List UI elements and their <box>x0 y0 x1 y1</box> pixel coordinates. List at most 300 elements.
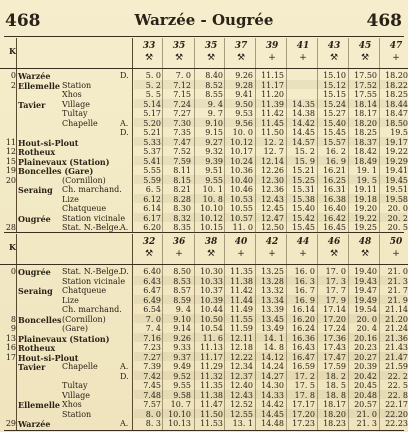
station-name: Ougrée <box>18 213 51 224</box>
time-cell: 12.52 <box>230 400 253 409</box>
time-cell: 20. 0 <box>387 204 408 213</box>
station-name: Tavier <box>18 362 46 372</box>
time-cell: 13.39 <box>261 305 284 314</box>
train-symbol: ⚒ <box>329 249 339 259</box>
time-cell: 10.10 <box>168 409 191 419</box>
station-name: Rotheux <box>18 147 56 157</box>
time-cell: 5.59 <box>143 175 161 185</box>
time-cell: 9.10 <box>173 314 191 324</box>
section-rule <box>4 232 404 233</box>
time-cell: 10.24 <box>230 156 253 166</box>
time-cell: 21. 3 <box>387 276 408 286</box>
time-cell: 5.41 <box>143 156 161 166</box>
time-cell: 18.25 <box>385 90 408 99</box>
time-cell: 11.17 <box>200 352 223 362</box>
time-cell: 19.22 <box>385 147 408 156</box>
time-cell: 11. 6 <box>202 333 223 343</box>
time-cell: 8.32 <box>173 213 191 223</box>
train-number: 47 <box>389 41 403 51</box>
time-cell: 14. 8 <box>263 343 284 352</box>
time-cell: 21. 7 <box>387 286 408 295</box>
station-subname: Station <box>62 409 92 419</box>
time-cell: 11. 0 <box>232 223 253 232</box>
time-cell: 9. 4 <box>207 99 223 109</box>
time-cell: 11.47 <box>200 400 223 409</box>
time-cell: 9.55 <box>205 175 223 185</box>
time-cell: 20.45 <box>354 381 377 390</box>
station-subname: (Cornillon) <box>62 175 106 185</box>
time-cell: 19.18 <box>354 194 377 204</box>
time-cell: 10. 8 <box>202 194 223 204</box>
time-cell: 9.39 <box>205 156 223 166</box>
time-cell: 11.29 <box>200 362 223 371</box>
time-cell: 11.38 <box>230 276 253 286</box>
time-cell: 12.43 <box>230 390 253 400</box>
train-number: 35 <box>172 41 186 51</box>
time-cell: 16.14 <box>292 305 315 314</box>
train-symbol: + <box>237 249 245 259</box>
row-km: 15 <box>5 156 16 166</box>
arr-dep-marker: D. <box>120 71 129 80</box>
train-number: 37 <box>234 41 248 51</box>
time-cell: 10. 1 <box>202 185 223 194</box>
time-cell: 15.15 <box>323 90 346 99</box>
time-cell: 11.49 <box>230 305 253 314</box>
time-cell: 15.27 <box>323 109 346 118</box>
time-cell: 18.25 <box>354 128 377 137</box>
station-subname: (Gare) <box>62 324 88 333</box>
time-cell: 10.53 <box>230 194 253 204</box>
train-symbol: ⚒ <box>360 53 370 63</box>
time-cell: 16.40 <box>323 204 346 213</box>
time-cell: 7.42 <box>143 371 161 381</box>
time-cell: 7.16 <box>143 333 161 343</box>
station-name: Plainevaux (Station) <box>18 333 110 344</box>
train-number: 50 <box>389 237 403 247</box>
time-cell: 14.12 <box>261 352 284 362</box>
time-cell: 11.50 <box>261 128 284 137</box>
train-number: 36 <box>172 237 186 247</box>
time-cell: 12.45 <box>261 204 284 213</box>
time-cell: 20.42 <box>354 371 377 381</box>
time-cell: 7. 0 <box>175 71 191 80</box>
station-subname: Stat. N.-Belge. <box>62 223 122 232</box>
train-symbol: ⚒ <box>206 249 216 259</box>
time-cell: 11.32 <box>200 371 223 381</box>
time-cell: 5.14 <box>143 99 161 109</box>
time-cell: 17.24 <box>323 324 346 333</box>
time-cell: 19.58 <box>385 194 408 204</box>
train-header-rule <box>0 68 408 69</box>
time-cell: 9.49 <box>173 362 191 371</box>
time-cell: 19.43 <box>354 276 377 286</box>
time-cell: 12.34 <box>230 362 253 371</box>
time-cell: 17. 7 <box>325 286 346 295</box>
time-cell: 21.59 <box>385 362 408 371</box>
train-number: 46 <box>327 237 341 247</box>
time-cell: 11.53 <box>200 419 223 428</box>
station-subname: Station vicinale <box>62 276 126 286</box>
time-cell: 5.17 <box>143 109 161 118</box>
time-cell: 12. 7 <box>263 147 284 156</box>
time-cell: 13.28 <box>261 276 284 286</box>
train-symbol: ⚒ <box>329 53 339 63</box>
page-title: Warzée - Ougrée <box>134 11 274 29</box>
train-symbol: + <box>299 53 307 63</box>
train-symbol: ⚒ <box>144 249 154 259</box>
time-cell: 11.55 <box>230 314 253 324</box>
time-cell: 16. 9 <box>294 295 315 305</box>
time-cell: 8.59 <box>173 295 191 305</box>
time-cell: 15. 9 <box>294 156 315 166</box>
time-cell: 8. 0 <box>145 409 161 419</box>
time-cell: 9.14 <box>173 324 191 333</box>
time-cell: 6.12 <box>143 194 161 204</box>
time-cell: 16. 2 <box>325 147 346 156</box>
time-cell: 21. 9 <box>387 295 408 305</box>
time-cell: 17.20 <box>292 409 315 419</box>
time-cell: 10.46 <box>230 185 253 194</box>
time-cell: 16. 7 <box>294 286 315 295</box>
time-cell: 22.23 <box>385 419 408 428</box>
time-cell: 6.17 <box>143 213 161 223</box>
time-cell: 20. 5 <box>387 223 408 232</box>
row-km: 11 <box>5 137 16 147</box>
time-cell: 18.22 <box>385 80 408 90</box>
station-subname: Village <box>62 390 90 400</box>
station-name: Hout-si-Plout <box>18 352 79 363</box>
time-cell: 9.41 <box>235 90 253 99</box>
time-cell: 9.27 <box>205 137 223 147</box>
time-cell: 9.10 <box>205 118 223 128</box>
time-cell: 13. 1 <box>232 419 253 428</box>
arr-dep-marker: A. <box>120 223 129 232</box>
station-subname: Chatqueue <box>62 204 107 213</box>
time-cell: 14.38 <box>292 109 315 118</box>
station-subname: Station vicinale <box>62 213 126 223</box>
station-subname: Village <box>62 99 90 109</box>
time-cell: 14.45 <box>261 409 284 419</box>
station-subname: Chapelle <box>62 362 98 371</box>
station-name: Seraing <box>18 185 53 195</box>
station-subname: Lize <box>62 194 79 204</box>
station-name: Boncelles <box>18 314 62 325</box>
time-cell: 19.11 <box>354 185 377 194</box>
time-cell: 16.43 <box>292 343 315 352</box>
time-cell: 21. 0 <box>356 409 377 419</box>
time-cell: 20. 2 <box>387 213 408 223</box>
time-cell: 16.20 <box>292 314 315 324</box>
time-cell: 19.41 <box>385 166 408 175</box>
time-cell: 10.30 <box>200 267 223 276</box>
time-cell: 10.15 <box>200 223 223 232</box>
train-number: 32 <box>142 237 156 247</box>
time-cell: 7.24 <box>173 99 191 109</box>
time-cell: 15.25 <box>292 175 315 185</box>
station-name: Warzée <box>18 419 51 429</box>
time-cell: 15.31 <box>292 185 315 194</box>
time-cell: 14.57 <box>292 137 315 147</box>
train-symbol: ⚒ <box>360 249 370 259</box>
time-cell: 18.17 <box>354 109 377 118</box>
train-symbol: + <box>175 249 183 259</box>
train-number: 38 <box>204 237 218 247</box>
train-number: 45 <box>358 41 372 51</box>
train-symbol: + <box>299 249 307 259</box>
time-cell: 15.40 <box>292 204 315 213</box>
time-cell: 5. 5 <box>145 90 161 99</box>
time-cell: 6. 5 <box>145 185 161 194</box>
time-cell: 19. 5 <box>356 175 377 185</box>
row-km: 16 <box>5 343 16 352</box>
time-cell: 18. 8 <box>325 390 346 400</box>
time-cell: 20. 4 <box>356 324 377 333</box>
time-cell: 16. 3 <box>294 276 315 286</box>
time-cell: 12.22 <box>230 352 253 362</box>
time-cell: 10.44 <box>200 305 223 314</box>
time-cell: 8.30 <box>173 204 191 213</box>
time-cell: 14.42 <box>261 400 284 409</box>
time-cell: 19.54 <box>354 305 377 314</box>
time-cell: 8.52 <box>205 80 223 90</box>
time-cell: 21.14 <box>385 305 408 314</box>
time-cell: 12.11 <box>230 333 253 343</box>
time-cell: 17. 3 <box>325 276 346 286</box>
time-cell: 7.39 <box>143 362 161 371</box>
time-cell: 16.21 <box>323 166 346 175</box>
train-number: 42 <box>265 237 279 247</box>
time-cell: 12.40 <box>230 381 253 390</box>
time-cell: 8.50 <box>173 267 191 276</box>
train-number: 39 <box>265 41 279 51</box>
time-cell: 13.25 <box>261 267 284 276</box>
time-cell: 19. 1 <box>356 166 377 175</box>
train-number: 48 <box>358 237 372 247</box>
time-cell: 8.40 <box>205 71 223 80</box>
time-cell: 17. 8 <box>294 390 315 400</box>
time-cell: 18.42 <box>354 147 377 156</box>
time-cell: 17.17 <box>292 400 315 409</box>
station-subname: (Cornillon) <box>62 314 106 324</box>
time-cell: 9.56 <box>235 118 253 128</box>
time-cell: 12.14 <box>261 156 284 166</box>
k-column-label: K <box>9 46 16 56</box>
time-cell: 7.15 <box>173 90 191 99</box>
time-cell: 12.47 <box>261 213 284 223</box>
arr-dep-marker: A. <box>120 118 129 128</box>
station-subname: Lize <box>62 295 79 305</box>
time-cell: 19.22 <box>354 213 377 223</box>
arr-dep-marker: A. <box>120 419 129 428</box>
station-subname: Tultay <box>62 381 88 390</box>
time-cell: 11.15 <box>261 71 284 80</box>
time-cell: 7.27 <box>173 109 191 118</box>
station-name: Boncelles (Gare) <box>18 166 94 176</box>
time-cell: 8. 3 <box>145 419 161 428</box>
train-symbol: + <box>392 53 400 63</box>
time-cell: 5. 0 <box>145 71 161 80</box>
time-cell: 6.20 <box>143 223 161 232</box>
time-cell: 9.53 <box>235 109 253 118</box>
time-cell: 18.44 <box>385 99 408 109</box>
time-cell: 20.57 <box>354 400 377 409</box>
time-cell: 16.24 <box>292 324 315 333</box>
time-cell: 6.49 <box>143 295 161 305</box>
row-km: 17 <box>5 352 16 362</box>
time-cell: 14.45 <box>292 128 315 137</box>
time-cell: 22. 5 <box>387 381 408 390</box>
train-number: 33 <box>142 41 156 51</box>
time-cell: 7. 0 <box>145 314 161 324</box>
time-cell: 8.35 <box>173 223 191 232</box>
time-cell: 10.10 <box>200 204 223 213</box>
time-cell: 14.30 <box>261 381 284 390</box>
time-cell: 21.20 <box>385 314 408 324</box>
time-cell: 18. 2 <box>325 371 346 381</box>
time-cell: 7.12 <box>173 80 191 90</box>
time-cell: 15.45 <box>292 223 315 232</box>
train-symbol: + <box>268 53 276 63</box>
time-cell: 18.20 <box>323 409 346 419</box>
time-cell: 10. 0 <box>232 128 253 137</box>
time-cell: 19.51 <box>385 185 408 194</box>
time-cell: 9.50 <box>235 99 253 109</box>
time-cell: 19.47 <box>354 286 377 295</box>
time-cell: 20.23 <box>354 343 377 352</box>
time-cell: 10.37 <box>200 286 223 295</box>
time-cell: 16.47 <box>292 352 315 362</box>
station-subname: Chatqueue <box>62 286 107 295</box>
header-rule <box>4 36 404 37</box>
station-name: Seraing <box>18 286 53 296</box>
time-cell: 8.53 <box>173 276 191 286</box>
time-cell: 19.5 <box>390 128 408 137</box>
time-cell: 6.43 <box>143 276 161 286</box>
time-cell: 11.35 <box>200 381 223 390</box>
time-cell: 21.36 <box>385 333 408 343</box>
train-symbol: ⚒ <box>174 53 184 63</box>
time-cell: 6.47 <box>143 286 161 295</box>
time-cell: 17.43 <box>323 343 346 352</box>
time-cell: 18.20 <box>354 118 377 128</box>
time-cell: 5.20 <box>143 118 161 128</box>
station-subname: Xhos <box>62 400 82 409</box>
time-cell: 17.14 <box>323 305 346 314</box>
time-cell: 11.17 <box>261 80 284 90</box>
time-cell: 9.32 <box>205 147 223 156</box>
train-header-rule <box>0 264 408 265</box>
row-km: 12 <box>5 147 16 156</box>
time-cell: 11.38 <box>200 390 223 400</box>
train-number: 44 <box>296 237 310 247</box>
time-cell: 19.25 <box>354 223 377 232</box>
time-cell: 17.50 <box>354 71 377 80</box>
time-cell: 10.40 <box>230 175 253 185</box>
time-cell: 13.32 <box>261 286 284 295</box>
time-cell: 9.51 <box>205 166 223 175</box>
time-cell: 10.36 <box>230 166 253 175</box>
time-cell: 11.20 <box>261 90 284 99</box>
time-cell: 16. 9 <box>325 156 346 166</box>
table-outbound <box>0 38 408 232</box>
time-cell: 12.18 <box>230 343 253 352</box>
station-subname: Stat. N.-Belge. <box>62 267 122 276</box>
row-km: 19 <box>5 166 16 175</box>
time-cell: 8.21 <box>173 185 191 194</box>
time-cell: 15.38 <box>292 194 315 204</box>
time-cell: 15.40 <box>323 118 346 128</box>
train-symbol: ⚒ <box>236 53 246 63</box>
time-cell: 10.55 <box>230 204 253 213</box>
time-cell: 7.52 <box>173 147 191 156</box>
row-km: 28 <box>5 223 16 232</box>
time-cell: 9.52 <box>173 371 191 381</box>
bottom-rule <box>4 430 404 431</box>
row-km: 0 <box>10 267 16 276</box>
time-cell: 9.37 <box>173 352 191 362</box>
station-subname: Xhos <box>62 90 82 99</box>
time-cell: 17. 2 <box>294 371 315 381</box>
station-name: Ellemelle <box>18 400 60 410</box>
time-cell: 17.23 <box>292 419 315 428</box>
time-cell: 21.43 <box>385 343 408 352</box>
row-km: 8 <box>10 314 16 324</box>
time-cell: 11.44 <box>230 295 253 305</box>
time-cell: 16.38 <box>323 194 346 204</box>
time-cell: 18.23 <box>323 419 346 428</box>
time-cell: 11.35 <box>230 267 253 276</box>
time-cell: 12.55 <box>230 409 253 419</box>
time-cell: 9. 4 <box>175 305 191 314</box>
time-cell: 17.20 <box>323 314 346 324</box>
row-km: 29 <box>5 419 16 428</box>
time-cell: 5. 2 <box>145 80 161 90</box>
time-cell: 18.47 <box>385 109 408 118</box>
arr-dep-marker: D. <box>120 128 129 137</box>
time-cell: 15.24 <box>323 99 346 109</box>
time-cell: 15.57 <box>323 137 346 147</box>
time-cell: 12.26 <box>261 166 284 175</box>
time-cell: 16.36 <box>292 333 315 343</box>
time-cell: 16.45 <box>323 223 346 232</box>
time-cell: 19.49 <box>354 295 377 305</box>
time-cell: 8.28 <box>173 194 191 204</box>
time-cell: 18.50 <box>385 118 408 128</box>
station-name: Hout-si-Plout <box>18 137 79 148</box>
time-cell: 8.55 <box>205 90 223 99</box>
time-cell: 7.47 <box>173 137 191 147</box>
time-cell: 9.26 <box>173 333 191 343</box>
station-name: Rotheux <box>18 343 56 353</box>
time-cell: 17. 9 <box>325 295 346 305</box>
time-cell: 17.55 <box>354 90 377 99</box>
time-cell: 12. 2 <box>263 137 284 147</box>
time-cell: 17.47 <box>323 352 346 362</box>
time-cell: 22.20 <box>385 409 408 419</box>
station-name: Ellemelle <box>18 80 60 91</box>
time-cell: 15. 2 <box>294 147 315 156</box>
page-number-left: 468 <box>5 11 41 31</box>
time-cell: 7.23 <box>143 343 161 352</box>
time-cell: 5.55 <box>143 166 161 175</box>
time-cell: 17.59 <box>323 362 346 371</box>
time-cell: 13.49 <box>261 324 284 333</box>
train-symbol: ⚒ <box>144 53 154 63</box>
time-cell: 5.21 <box>143 128 161 137</box>
time-cell: 7.45 <box>143 381 161 390</box>
time-cell: 14.42 <box>292 118 315 128</box>
train-symbol: + <box>392 249 400 259</box>
